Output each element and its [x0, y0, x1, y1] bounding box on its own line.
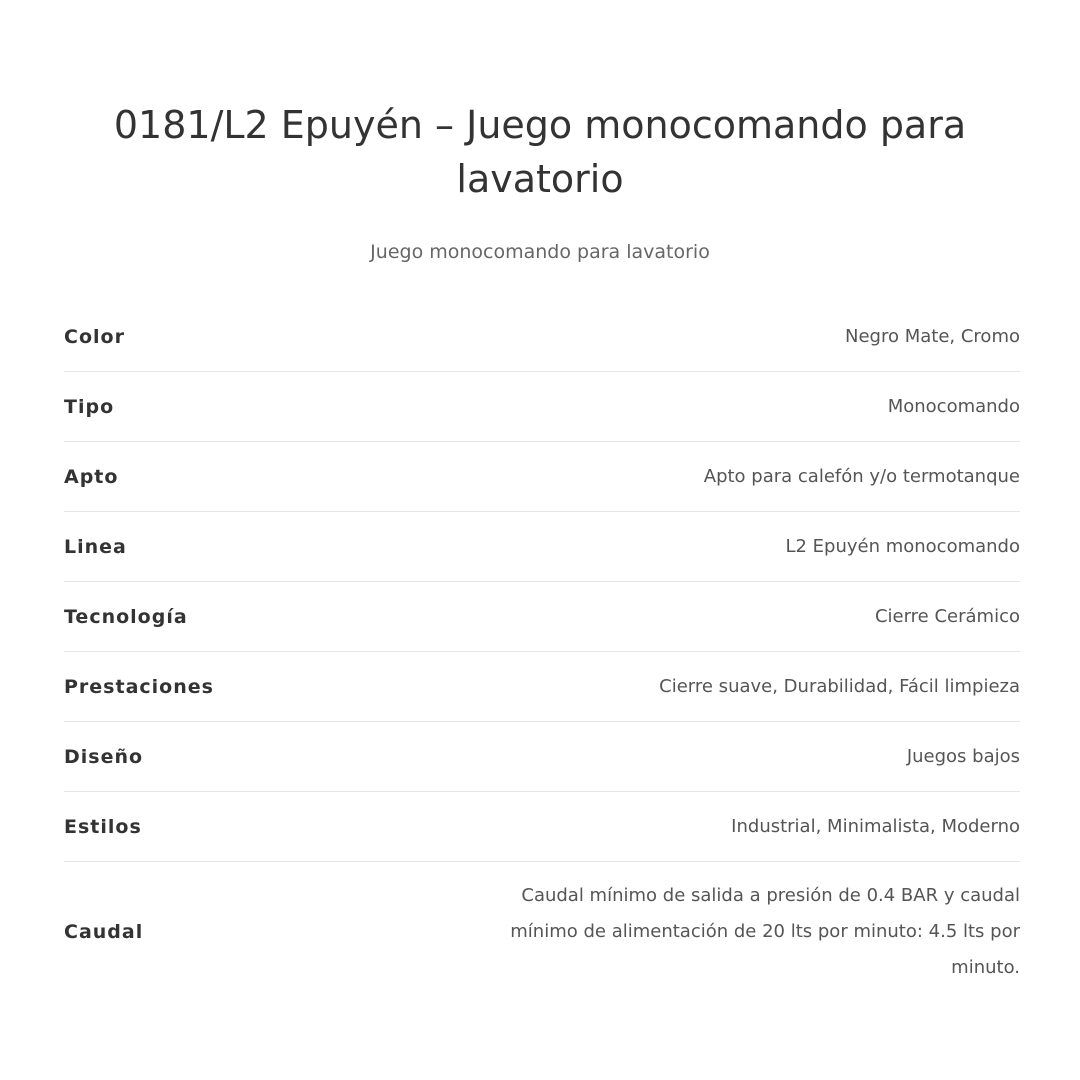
spec-value: Monocomando: [887, 395, 1020, 417]
spec-row-caudal: [64, 862, 1020, 1002]
spec-value: Caudal mínimo de salida a presión de 0.4 BAR y caudal mínimo de alimentación de 20 lts por minuto: 4.5 lts por minuto.: [510, 885, 1020, 978]
spec-label: Color: [64, 325, 125, 348]
spec-value: Cierre suave, Durabilidad, Fácil limpieza: [659, 675, 1020, 697]
spec-row-linea: [64, 512, 1020, 582]
spec-row-color: [64, 302, 1020, 372]
spec-label: Prestaciones: [64, 675, 214, 698]
spec-label: Tecnología: [64, 605, 188, 628]
spec-label: Diseño: [64, 745, 144, 768]
spec-label: Estilos: [64, 815, 142, 838]
spec-value: Industrial, Minimalista, Moderno: [731, 815, 1020, 837]
spec-label: Tipo: [64, 395, 115, 418]
product-subtitle: Juego monocomando para lavatorio: [370, 241, 710, 263]
spec-label: Linea: [64, 535, 127, 558]
spec-row-diseno: [64, 722, 1020, 792]
spec-value: Negro Mate, Cromo: [845, 325, 1020, 347]
spec-value: Cierre Cerámico: [874, 605, 1020, 627]
spec-label: Apto: [64, 465, 119, 488]
spec-row-prestaciones: [64, 652, 1020, 722]
spec-label: Caudal: [64, 921, 144, 943]
spec-value: Juegos bajos: [906, 745, 1020, 767]
spec-row-estilos: [64, 792, 1020, 862]
product-title: 0181/L2 Epuyén – Juego monocomando para lavatorio: [113, 103, 967, 201]
spec-row-tecnologia: [64, 582, 1020, 652]
spec-row-tipo: [64, 372, 1020, 442]
spec-value: Apto para calefón y/o termotanque: [703, 465, 1020, 487]
spec-value: L2 Epuyén monocomando: [785, 535, 1020, 557]
spec-row-apto: [64, 442, 1020, 512]
spec-table: [64, 302, 1020, 1002]
